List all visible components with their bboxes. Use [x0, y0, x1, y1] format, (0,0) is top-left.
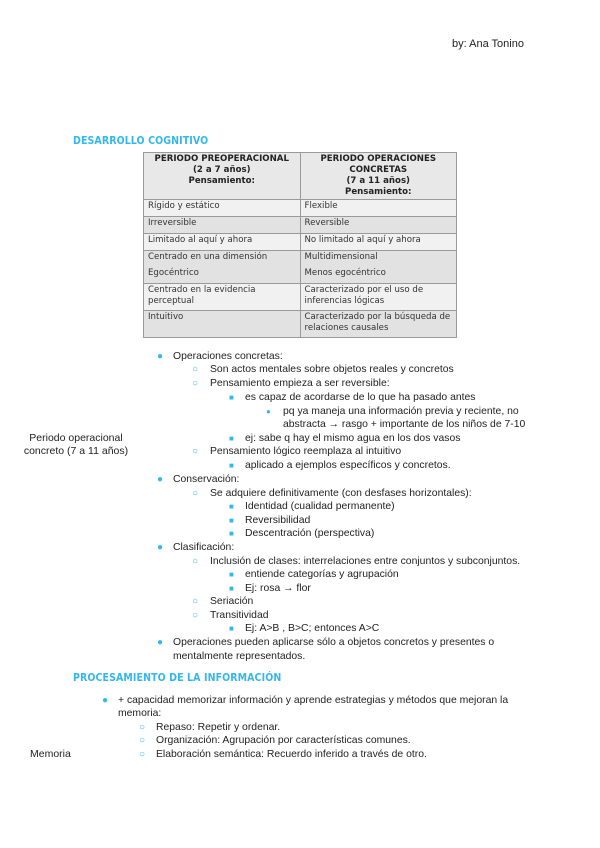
bullet-icon: ●	[157, 542, 164, 553]
list-item: Seriación	[210, 596, 254, 607]
bullet-icon: ○	[192, 364, 199, 375]
bullet-icon: ■	[229, 461, 234, 470]
table-row	[144, 234, 457, 251]
header-age: (2 a 7 años)	[192, 165, 251, 175]
list-item: pq ya maneja una información previa y reciente, no	[283, 406, 519, 417]
list-item: memoria:	[118, 708, 162, 719]
table-row	[144, 284, 457, 311]
list-item: Se adquiere definitivamente (con desfases horizontales):	[210, 488, 472, 499]
bullet-icon: ○	[139, 735, 146, 746]
header-title: PERIODO PREOPERACIONAL	[154, 154, 289, 164]
table-row	[144, 251, 457, 284]
bullet-icon: ○	[192, 610, 199, 621]
list-item: Operaciones concretas:	[173, 351, 283, 362]
bullet-icon: ○	[192, 596, 199, 607]
list-item: Clasificación:	[173, 542, 235, 553]
table-header-concretas	[300, 153, 457, 200]
bullet-icon: ■	[229, 529, 234, 538]
cell-line: Menos egocéntrico	[304, 268, 386, 278]
bullet-icon: ■	[229, 584, 234, 593]
comparison-table	[143, 152, 457, 338]
table-cell: Irreversible	[144, 217, 301, 234]
bullet-icon: ■	[229, 502, 234, 511]
list-item: Inclusión de clases: interrelaciones entre conjuntos y subconjuntos.	[210, 556, 521, 567]
list-item: Elaboración semántica: Recuerdo inferido a través de otro.	[156, 749, 427, 760]
table-cell: Caracterizado por la búsqueda de relaciones causales	[300, 311, 457, 338]
list-item: Operaciones pueden aplicarse sólo a objetos concretos y presentes o	[173, 637, 495, 648]
cell-line: Centrado en una dimensión	[148, 252, 268, 262]
list-item: ej: sabe q hay el mismo agua en los dos vasos	[245, 433, 461, 444]
bullet-icon: ○	[192, 378, 199, 389]
header-subtitle: Pensamiento:	[345, 187, 412, 197]
list-item: Pensamiento lógico reemplaza al intuitivo	[210, 446, 402, 457]
bullet-icon: ■	[229, 516, 234, 525]
list-item: Transitividad	[210, 610, 269, 621]
list-item: entiende categorías y agrupación	[245, 569, 399, 580]
bullet-icon: ■	[229, 393, 234, 402]
cell-line: Multidimensional	[304, 252, 378, 262]
list-item: mentalmente representados.	[173, 651, 306, 662]
bullet-icon: ○	[192, 488, 199, 499]
list-item: + capacidad memorizar información y aprende estrategias y métodos que mejoran la	[118, 695, 509, 706]
bullet-icon: ■	[229, 434, 234, 443]
table-cell: Centrado en la evidencia perceptual	[144, 284, 301, 311]
table-cell	[144, 251, 301, 284]
list-item: Organización: Agrupación por características comunes.	[156, 735, 411, 746]
side-label-periodo: Periodo operacional concreto (7 a 11 años)	[23, 432, 129, 457]
bullet-icon: ○	[139, 722, 146, 733]
list-item: abstracta → rasgo + importante de los niños de 7-10	[283, 419, 526, 430]
list-item: Descentración (perspectiva)	[245, 528, 375, 539]
table-row	[144, 200, 457, 217]
bullet-icon: ●	[266, 407, 271, 416]
header-subtitle: Pensamiento:	[188, 176, 255, 186]
table-cell: Reversible	[300, 217, 457, 234]
bullet-icon: ●	[157, 351, 164, 362]
table-row	[144, 311, 457, 338]
list-item: Ej: rosa → flor	[245, 583, 311, 594]
table-header-preoperacional	[144, 153, 301, 200]
table-cell	[300, 251, 457, 284]
list-item: Reversibilidad	[245, 515, 311, 526]
side-label-memoria: Memoria	[30, 748, 71, 760]
list-item: Ej: A>B , B>C; entonces A>C	[245, 623, 380, 634]
header-age: (7 a 11 años)	[346, 176, 410, 186]
section-title-desarrollo: DESARROLLO COGNITIVO	[73, 135, 209, 147]
bullet-icon: ○	[192, 446, 199, 457]
table-cell: Flexible	[300, 200, 457, 217]
table-cell: Limitado al aquí y ahora	[144, 234, 301, 251]
list-item: Conservación:	[173, 474, 240, 485]
list-item: Identidad (cualidad permanente)	[245, 501, 395, 512]
cell-line: Egocéntrico	[148, 268, 199, 278]
table-cell: Caracterizado por el uso de inferencias lógicas	[300, 284, 457, 311]
bullet-icon: ●	[102, 695, 109, 706]
list-item: es capaz de acordarse de lo que ha pasado antes	[245, 392, 476, 403]
list-item: Son actos mentales sobre objetos reales y concretos	[210, 364, 454, 375]
table-row	[144, 217, 457, 234]
bullet-icon: ■	[229, 624, 234, 633]
section-title-procesamiento: PROCESAMIENTO DE LA INFORMACIÓN	[73, 672, 282, 684]
table-cell: Intuitivo	[144, 311, 301, 338]
list-item: Pensamiento empieza a ser reversible:	[210, 378, 390, 389]
bullet-icon: ○	[192, 556, 199, 567]
bullet-icon: ■	[229, 570, 234, 579]
bullet-icon: ●	[157, 637, 164, 648]
list-item: aplicado a ejemplos específicos y concretos.	[245, 460, 451, 471]
header-title: PERIODO OPERACIONES CONCRETAS	[320, 154, 437, 175]
table-cell: No limitado al aquí y ahora	[300, 234, 457, 251]
bullet-icon: ●	[157, 474, 164, 485]
list-item: Repaso: Repetir y ordenar.	[156, 722, 281, 733]
bullet-icon: ○	[139, 749, 146, 760]
table-cell: Rígido y estático	[144, 200, 301, 217]
author-credit: by: Ana Tonino	[452, 38, 524, 50]
